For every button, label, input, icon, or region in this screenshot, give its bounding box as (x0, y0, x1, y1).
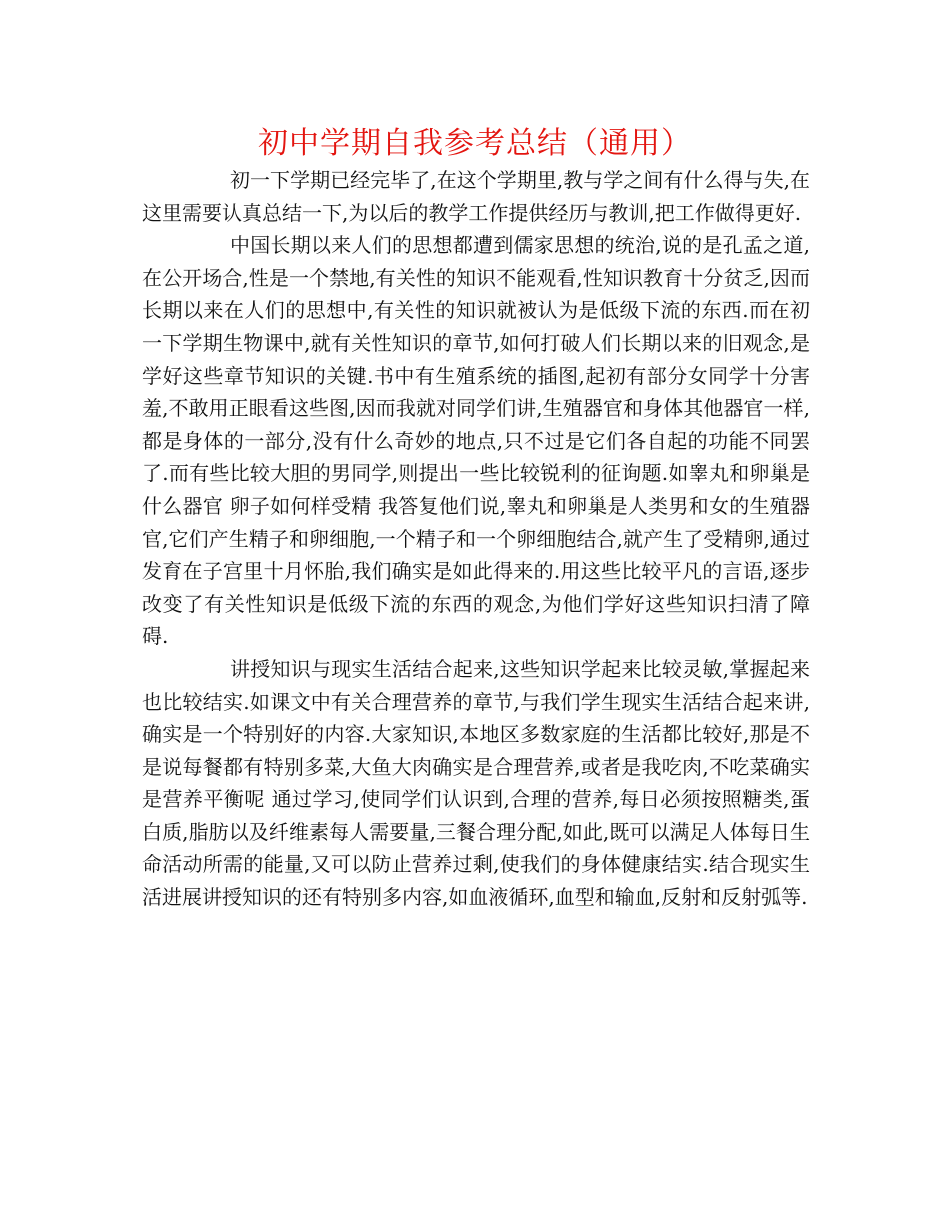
paragraph-3: 讲授知识与现实生活结合起来,这些知识学起来比较灵敏,掌握起来也比较结实.如课文中有关合理营养的章节,与我们学生现实生活结合起来讲,确实是一个特别好的内容.大家知识,本地区多数家庭的生活都比较好,那是不是说每餐都有特别多菜,大鱼大肉确实是合理营养,或者是我吃肉,不吃菜确实是营养平衡呢 通过学习,使同学们认识到,合理的营养,每日必须按照糖类,蛋白质,脂肪以及纤维素每人需要量,三餐合理分配,如此,既可以满足人体每日生命活动所需的能量,又可以防止营养过剩,使我们的身体健康结实.结合现实生活进展讲授知识的还有特别多内容,如血液循环,血型和输血,反射和反射弧等. (142, 656, 810, 910)
document-body (142, 164, 810, 914)
paragraph-2: 中国长期以来人们的思想都遭到儒家思想的统治,说的是孔孟之道,在公开场合,性是一个禁地,有关性的知识不能观看,性知识教育十分贫乏,因而长期以来在人们的思想中,有关性的知识就被认为是低级下流的东西.而在初一下学期生物课中,就有关性知识的章节,如何打破人们长期以来的旧观念,是学好这些章节知识的关键.书中有生殖系统的插图,起初有部分女同学十分害羞,不敢用正眼看这些图,因而我就对同学们讲,生殖器官和身体其他器官一样,都是身体的一部分,没有什么奇妙的地点,只不过是它们各自起的功能不同罢了.而有些比较大胆的男同学,则提出一些比较锐利的征询题.如睾丸和卵巢是什么器官 卵子如何样受精 我答复他们说,睾丸和卵巢是人类男和女的生殖器官,它们产生精子和卵细胞,一个精子和一个卵细胞结合,就产生了受精卵,通过发育在子宫里十月怀胎,我们确实是如此得来的.用这些比较平凡的言语,逐步改变了有关性知识是低级下流的东西的观念,为他们学好这些知识扫清了障碍. (142, 233, 810, 649)
document-title: 初中学期自我参考总结（通用） (258, 126, 692, 161)
paragraph-1: 初一下学期已经完毕了,在这个学期里,教与学之间有什么得与失,在这里需要认真总结一下,为以后的教学工作提供经历与教训,把工作做得更好. (142, 168, 810, 225)
